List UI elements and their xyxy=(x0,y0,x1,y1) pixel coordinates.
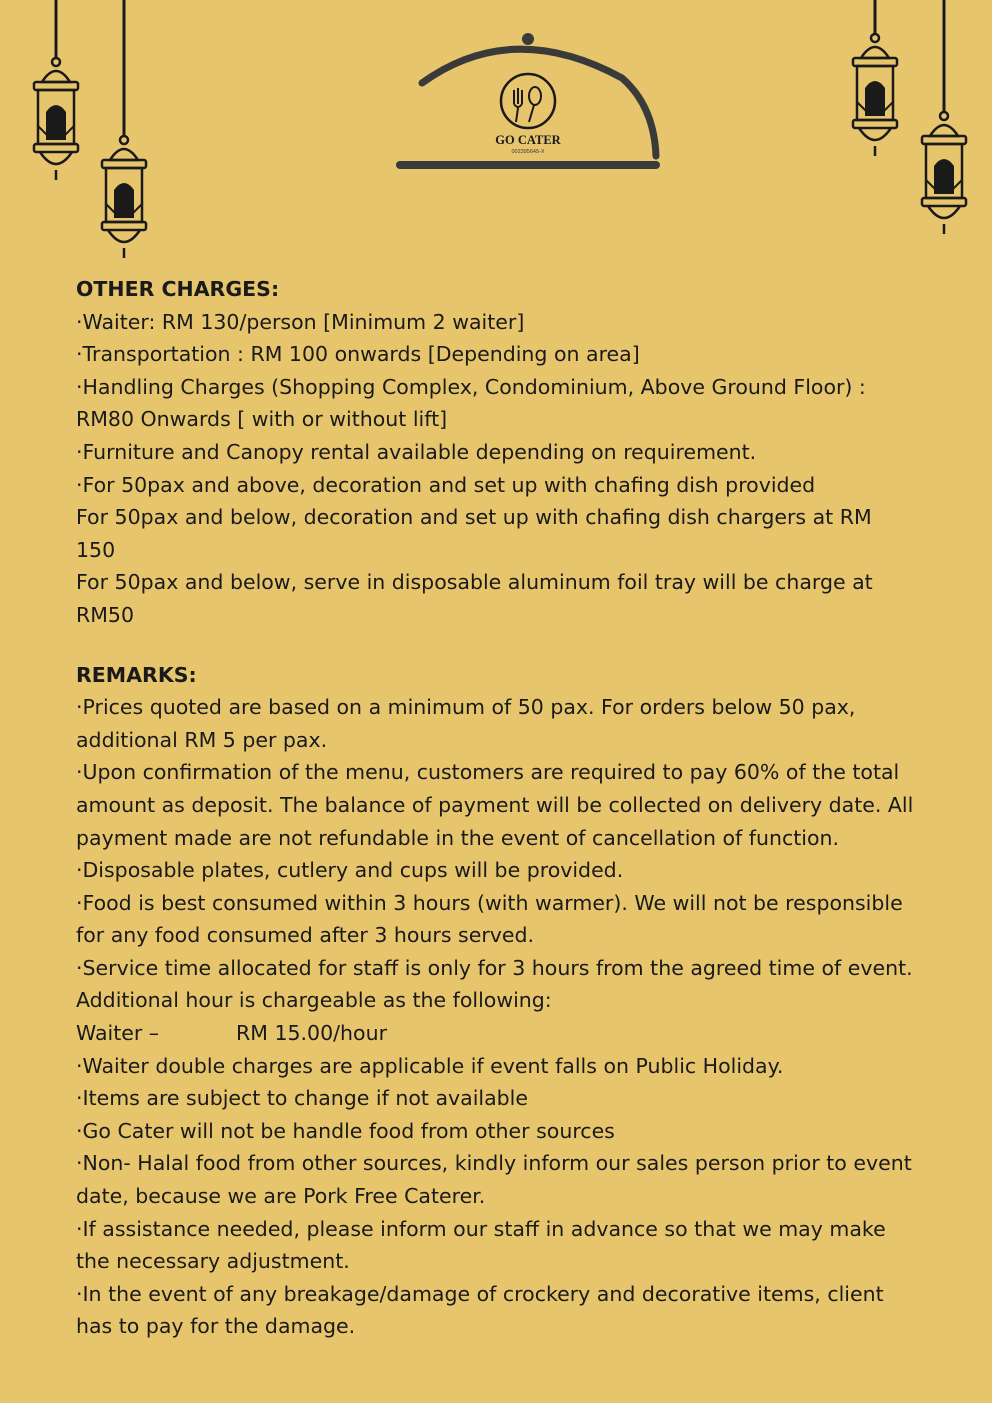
remark-item: ·Upon confirmation of the menu, customers are required to pay 60% of the total amount as deposit. The balance of payment will be collected on delivery date. All payment made are not refundable in the event of cancellation of function. xyxy=(76,760,920,850)
waiter-rate-row xyxy=(76,1017,916,1050)
remark-item: ·Items are subject to change if not available xyxy=(76,1086,528,1111)
go-cater-logo xyxy=(392,28,662,174)
logo-brand: GO CATER xyxy=(495,133,561,147)
remark-item: ·Service time allocated for staff is only for 3 hours from the agreed time of event. Additional hour is chargeable as the following: xyxy=(76,955,920,1013)
remark-item: ·Disposable plates, cutlery and cups will be provided. xyxy=(76,858,624,883)
charge-item: For 50pax and below, decoration and set up with chafing dish chargers at RM 150 xyxy=(76,505,879,562)
remark-item: ·Non- Halal food from other sources, kindly inform our sales person prior to event date, because we are Pork Free Caterer. xyxy=(76,1151,919,1209)
logo-reg: 002395645-X xyxy=(511,149,545,155)
charge-item: For 50pax and below, serve in disposable aluminum foil tray will be charge at RM50 xyxy=(76,570,880,627)
remark-item: ·Prices quoted are based on a minimum of 50 pax. For orders below 50 pax, additional RM 5 per pax. xyxy=(76,695,862,752)
waiter-rate-label: Waiter – xyxy=(76,1021,160,1046)
remark-item: ·If assistance needed, please inform our staff in advance so that we may make the necessary adjustment. xyxy=(76,1216,893,1274)
section-gap xyxy=(76,632,916,659)
remark-item: ·Food is best consumed within 3 hours (with warmer). We will not be responsible for any food consumed after 3 hours served. xyxy=(76,890,910,948)
terms-content xyxy=(76,273,920,1343)
waiter-rate-value: RM 15.00/hour xyxy=(236,1021,387,1046)
other-charges-heading: OTHER CHARGES: xyxy=(76,277,280,301)
lantern-icon xyxy=(916,0,972,238)
lantern-icon xyxy=(96,0,152,262)
charge-item: ·Waiter: RM 130/person [Minimum 2 waiter] xyxy=(76,309,525,334)
charge-item: ·Furniture and Canopy rental available depending on requirement. xyxy=(76,439,757,464)
charge-item: ·Handling Charges (Shopping Complex, Condominium, Above Ground Floor) : RM80 Onwards [ with or without lift] xyxy=(76,374,873,432)
charge-item: ·Transportation : RM 100 onwards [Depending on area] xyxy=(76,342,640,367)
charge-item: ·For 50pax and above, decoration and set up with chafing dish provided xyxy=(76,472,816,497)
remark-item: ·Go Cater will not be handle food from other sources xyxy=(76,1118,615,1143)
remark-item: ·In the event of any breakage/damage of crockery and decorative items, client has to pay for the damage. xyxy=(76,1281,891,1339)
lantern-icon xyxy=(847,0,903,160)
remark-item: ·Waiter double charges are applicable if event falls on Public Holiday. xyxy=(76,1053,784,1078)
lantern-icon xyxy=(28,0,84,185)
remarks-heading: REMARKS: xyxy=(76,662,197,687)
